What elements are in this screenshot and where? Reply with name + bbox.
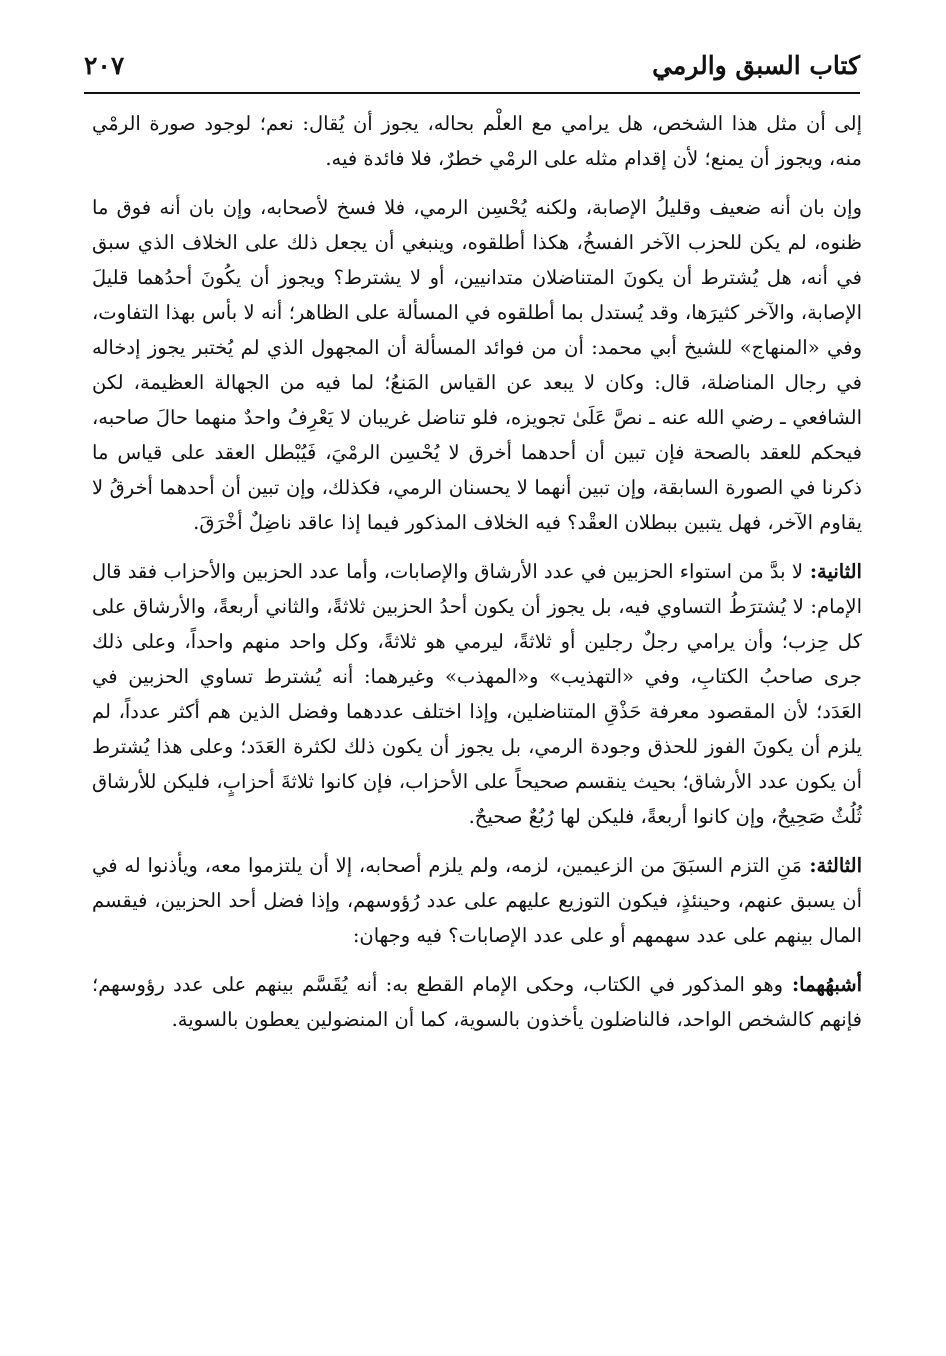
paragraph <box>92 106 862 176</box>
section-heading: الثانية: <box>802 560 862 583</box>
section-heading: أشبهُهما: <box>783 973 863 996</box>
paragraph-text: إلى أن مثل هذا الشخص، هل يرامي مع العلْم بحاله، يجوز أن يُقال: نعم؛ لوجود صورة الرمْي منه، ويجوز أن يمنع؛ لأن إقدام مثله على الرمْي خطرٌ، فلا فائدة فيه. <box>92 112 862 170</box>
section-heading: الثالثة: <box>802 854 862 877</box>
page-number: ٢٠٧ <box>84 51 125 80</box>
header-divider <box>84 92 860 94</box>
paragraph <box>92 190 862 540</box>
body-text <box>92 106 862 1051</box>
paragraph-text: وإن بان أنه ضعيف وقليلُ الإصابة، ولكنه يُحْسِن الرمي، فلا فسخ لأصحابه، وإن بان أنه فوق ما ظنوه، لم يكن للحزب الآخر الفسخُ، هكذا أطلقوه، وينبغي أن يجعل ذلك على الخلاف الذي سبق في أنه، هل يُشترط أن يكونَ المتناضلان متدانيين، أو لا يشترط؟ ويجوز أن يكُونَ أحدُهما قليلَ الإصابة، والآخر كثيرَها، وقد يُستدل بما أطلقوه في المسألة على الظاهر؛ أنه لا بأس بهذا التفاوت، وفي «المنهاج» للشيخ أبي محمد: أن من فوائد المسألة أن المجهول الذي لم يُختبر يجوز إدخاله في رجال المناضلة، قال: وكان لا يبعد عن القياس المَنعُ؛ لما فيه من الجهالة العظيمة، لكن الشافعي ـ رضي الله عنه ـ نصَّ عَلَىٰ تجويزه، فلو تناضل غريبان لا يَعْرِفُ واحدٌ منهما حالَ صاحبه، فيحكم للعقد بالصحة فإن تبين أن أحدهما أخرق لا يُحْسِن الرمْيَ، فَيُبْطل العقد على قياس ما ذكرنا في الصورة السابقة، وإن تبين أنهما لا يحسنان الرمي، فكذلك، وإن تبين أن أحدهما أخرقُ لا يقاوم الآخر، فهل يتبين ببطلان العقْد؟ فيه الخلاف المذكور فيما إذا عاقد ناضِلٌ أخْرَقَ. <box>92 196 862 534</box>
paragraph-text: مَنِ التزم السبَقَ من الزعيمين، لزمه، ولم يلزم أصحابه، إلا أن يلتزموا معه، ويأذنوا له في أن يسبق عنهم، وحينئذٍ، فيكون التوزيع عليهم على عدد رُؤوسهم، وإذا فضل أحد الحزبين، فيقسم المال بينهم على عدد سهمهم أو على عدد الإصابات؟ فيه وجهان: <box>92 854 862 947</box>
paragraph <box>92 554 862 834</box>
paragraph <box>92 848 862 953</box>
paragraph <box>92 967 862 1037</box>
chapter-title: كتاب السبق والرمي <box>652 51 860 80</box>
running-header <box>84 44 860 92</box>
paragraph-text: لا بدَّ من استواء الحزبين في عدد الأرشاق والإصابات، وأما عدد الحزبين والأحزاب فقد قال الإمام: لا يُشترَطُ التساوي فيه، بل يجوز أن يكون أحدُ الحزبين ثلاثةً، والثاني أربعةً، والأرشاق على كل حِزب؛ وأن يرامي رجلٌ رجلين أو ثلاثةً، ليرمي هو ثلاثةً، وكل واحد منهم واحداً، وعلى ذلك جرى صاحبُ الكتابِ، وفي «التهذيب» و«المهذب» وغيرهما: أنه يُشترط تساوي الحزبين في العَدَد؛ لأن المقصود معرفة حَذْقِ المتناضلين، وإذا اختلف عددهما وفضل الذين هم أكثر عدداً، لم يلزم أن يكونَ الفوز للحذق وجودة الرمي، بل يجوز أن يكون ذلك لكثرة العَدَد؛ وعلى هذا يُشترط أن يكون عدد الأرشاق؛ بحيث ينقسم صحيحاً على الأحزاب، فإن كانوا ثلاثةَ أحزابٍ، فليكن للأرشاق ثُلُثٌ صَحِيحٌ، وإن كانوا أربعةً، فليكن لها رُبُعٌ صحيحٌ. <box>92 560 862 828</box>
paragraph-text: وهو المذكور في الكتاب، وحكى الإمام القطع به: أنه يُقَسَّم بينهم على عدد رؤوسهم؛ فإنهم كالشخص الواحد، فالناضلون يأخذون بالسوية، كما أن المنضولين يعطون بالسوية. <box>92 973 862 1031</box>
